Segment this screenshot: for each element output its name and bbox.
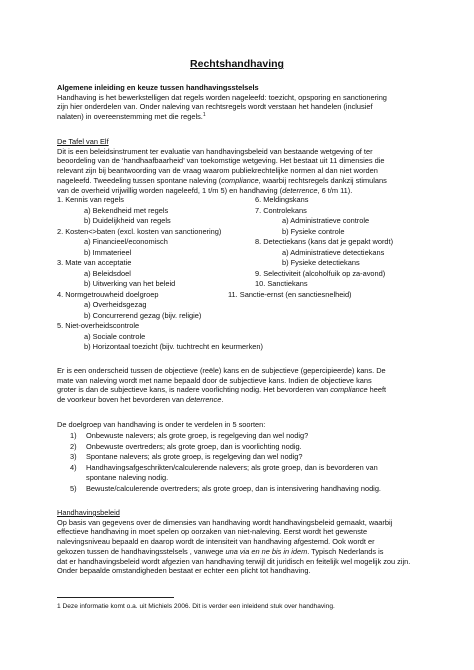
- tafel-text: , 6 t/m 11).: [317, 185, 353, 195]
- doelgroep-number: 5): [70, 483, 77, 493]
- list-item: b) Duidelijkheid van regels: [84, 216, 171, 225]
- tafel-line: [57, 186, 417, 196]
- list-item: b) Uitwerking van het beleid: [84, 279, 176, 288]
- tafel-heading: De Tafel van Elf: [57, 137, 109, 146]
- list-item: 9. Selectiviteit (alcoholfuik op za-avond): [255, 268, 386, 278]
- tafel-section: [57, 137, 417, 195]
- beleid-line: dat er handhavingsbeleid wordt afgezien van handhaving terwijl dit juridisch en feitelijk wel mogelijk zou zijn.: [57, 556, 411, 566]
- intro-heading: Algemene inleiding en keuze tussen handhavingsstelsels: [57, 83, 259, 92]
- dimension-list-right: [228, 195, 425, 305]
- doelgroep-item: spontane naleving nodig.: [86, 473, 169, 482]
- deterrence-term: deterrence: [186, 395, 222, 405]
- beleid-line: Op basis van gegevens over de dimensies van handhaving wordt handhavingsbeleid gemaakt, waarbij: [57, 517, 393, 527]
- intro-line: [57, 112, 417, 122]
- doelgroep-item: Bewuste/calculerende overtreders; als grote groep, dan is intensivering handhaving nodig.: [86, 483, 381, 493]
- doelgroep-list: [70, 431, 430, 495]
- footnote-text: 1 Deze informatie komt o.a. uit Michiels 2006. Dit is verder een inleidend stuk over handhaving.: [57, 603, 335, 610]
- list-item: a) Financieel/economisch: [84, 237, 168, 246]
- list-item: 11. Sanctie-ernst (en sanctiesnelheid): [228, 289, 352, 299]
- list-item: 5. Niet-overheidscontrole: [57, 321, 140, 330]
- list-item: 10. Sanctiekans: [255, 279, 308, 288]
- footnote-divider: [57, 597, 174, 598]
- list-item: 7. Controlekans: [255, 205, 307, 215]
- intro-line-text: nalaten) in overeenstemming met die regels.: [57, 112, 203, 122]
- doelgroep-number: 2): [70, 441, 77, 451]
- list-item: a) Beleidsdoel: [84, 268, 131, 278]
- beleid-section: [57, 508, 417, 576]
- doelgroep-item: Handhavingsafgeschrikten/calculerende nalevers; als grote groep, dan is bevorderen van: [86, 462, 378, 472]
- list-item: 1. Kennis van regels: [57, 195, 124, 204]
- intro-line: Handhaving is het bewerkstelligen dat regels worden nageleefd: toezicht, opsporing en sanctionering: [57, 92, 387, 102]
- intro-line: zijn hier onderdelen van. Onder naleving van rechtsregels wordt verstaan het handelen (inclusief: [57, 102, 373, 112]
- list-item: a) Administratieve controle: [282, 216, 370, 225]
- tafel-line: Dit is een beleidsinstrument ter evaluatie van handhavingsbeleid van bestaande wetgeving of ter: [57, 146, 373, 156]
- beleid-text: . Typisch Nederlands is: [307, 546, 384, 556]
- list-item: 6. Meldingskans: [255, 195, 309, 204]
- beleid-line: Onder bepaalde omstandigheden bestaat er echter een plicht tot handhaving.: [57, 566, 311, 576]
- list-item: b) Immaterieel: [84, 247, 132, 257]
- document-title: Rechtshandhaving: [190, 58, 284, 70]
- kans-text: groter is dan de subjectieve kans, is nadere voorlichting nodig. Het bevorderen van: [57, 385, 331, 395]
- doelgroep-number: 4): [70, 462, 77, 472]
- deterrence-term: deterrence: [282, 185, 318, 195]
- beleid-line: effectieve handhaving in moet spelen op oorzaken van niet-naleving. Eerst wordt het gewenste: [57, 527, 368, 537]
- kans-line: mate van naleving wordt met name bepaald door de subjectieve kans. Indien de objectieve kans: [57, 375, 372, 385]
- compliance-term: compliance: [221, 175, 259, 185]
- kans-text: heeft: [367, 385, 387, 395]
- list-item: 2. Kosten<>baten (excl. kosten van sanctionering): [57, 226, 222, 236]
- doelgroep-item: Spontane nalevers; als grote groep, is regelgeving dan wel nodig?: [86, 452, 303, 461]
- tafel-line: beoordeling van de ‘handhaafbaarheid’ van toekomstige wetgeving. Het bestaat uit 11 dimensies die: [57, 156, 385, 166]
- list-item: 4. Normgetrouwheid doelgroep: [57, 289, 159, 299]
- una-via-term: una via en ne bis in idem: [225, 546, 308, 556]
- compliance-term: compliance: [330, 385, 368, 395]
- footnote-reference: 1: [202, 112, 206, 119]
- doelgroep-item: Onbewuste nalevers; als grote groep, is regelgeving dan wel nodig?: [86, 431, 309, 440]
- list-item: 8. Detectiekans (kans dat je gepakt wordt): [255, 237, 394, 246]
- beleid-line: nalevingsniveau bepaald en daarop wordt de intensiteit van handhaving afgestemd. Ook wordt er: [57, 537, 375, 547]
- tafel-text: nageleefd. Tweedeling tussen spontane naleving (: [57, 175, 222, 185]
- doelgroep-intro: De doelgroep van handhaving is onder te verdelen in 5 soorten:: [57, 420, 266, 429]
- list-item: b) Horizontaal toezicht (bijv. tuchtrecht en keurmerken): [84, 342, 263, 351]
- list-item: a) Overheidsgezag: [84, 300, 147, 309]
- kans-text: de voorkeur boven het bevorderen van: [57, 395, 187, 405]
- tafel-text: van de overheid vrijwillig worden nageleefd, 1 t/m 5) en handhaving (: [57, 185, 283, 195]
- doelgroep-number: 1): [70, 431, 77, 440]
- tafel-line: [57, 176, 417, 186]
- tafel-text: , waarbij rechtsregels dankzij stimulans: [258, 175, 387, 185]
- list-item: b) Fysieke detectiekans: [282, 258, 360, 267]
- list-item: b) Fysieke controle: [282, 226, 345, 236]
- beleid-line: [57, 547, 417, 557]
- list-item: a) Bekendheid met regels: [84, 205, 169, 215]
- list-item: a) Sociale controle: [84, 331, 146, 341]
- kans-paragraph: [57, 366, 417, 405]
- doelgroep-number: 3): [70, 452, 77, 461]
- kans-line: [57, 385, 417, 395]
- intro-section: [57, 83, 417, 122]
- list-item: 3. Mate van acceptatie: [57, 258, 132, 267]
- list-item: b) Concurrerend gezag (bijv. religie): [84, 310, 202, 320]
- tafel-line: relevant zijn bij beantwoording van de vraag waarom publiekrechtelijke normen al dan niet worden: [57, 166, 378, 176]
- beleid-text: gekozen tussen de handhavingsstelsels , vanwege: [57, 546, 226, 556]
- beleid-heading: Handhavingsbeleid: [57, 508, 120, 517]
- list-item: a) Administratieve detectiekans: [282, 247, 385, 257]
- doelgroep-item: Onbewuste overtreders; als grote groep, dan is voorlichting nodig.: [86, 441, 302, 451]
- kans-text: .: [221, 395, 224, 405]
- doelgroep-section: [57, 420, 417, 430]
- kans-line: Er is een onderscheid tussen de objectieve (reële) kans en de subjectieve (gepercipieerde) kans. De: [57, 366, 386, 375]
- kans-line: [57, 395, 417, 405]
